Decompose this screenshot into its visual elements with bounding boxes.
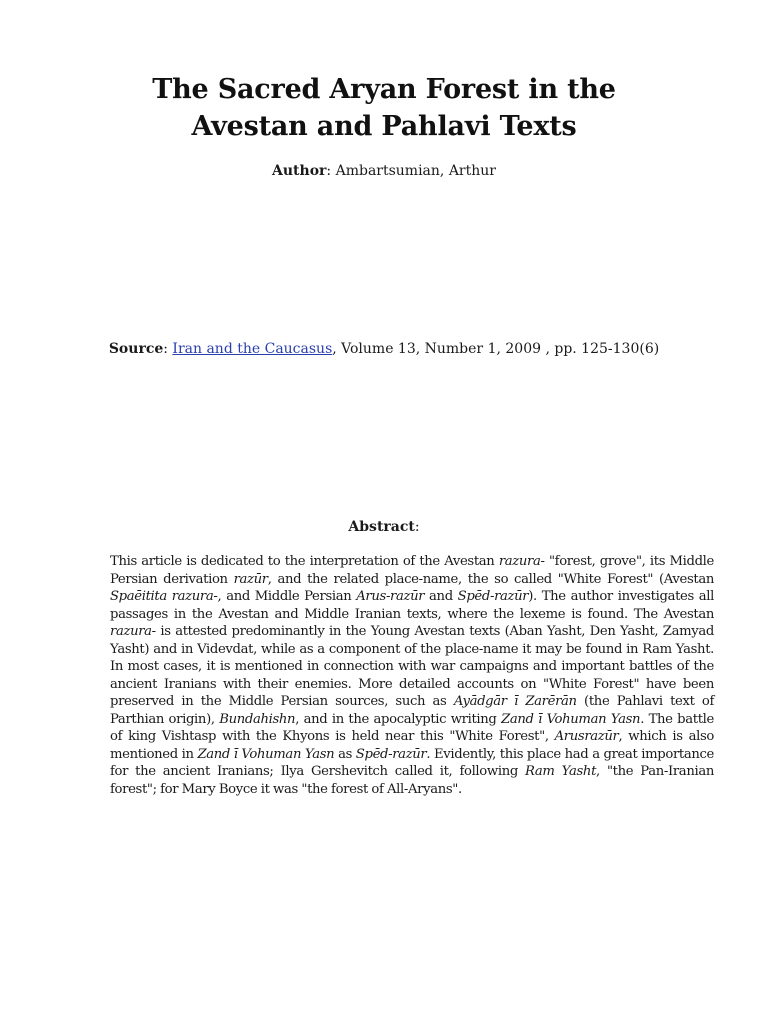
abstract-text-run: "forest, grove", its Middle Persian derivation [110,554,714,587]
author-label: Author [272,163,327,179]
abstract-text-run: This article is dedicated to the interpretation of the Avestan [110,554,499,569]
abstract-term: razura- [498,554,545,569]
abstract-text-run: , and in the apocalyptic writing [295,711,502,727]
title-line-2: Avestan and Pahlavi Texts [191,111,577,142]
author-line [0,161,768,181]
abstract-heading-label: Abstract [348,519,415,535]
abstract-text-run: as [334,746,356,762]
author-separator: : [326,163,336,179]
abstract-text [110,553,714,798]
author-name: Ambartsumian, Arthur [335,163,496,179]
abstract-term: Spēd-razūr [457,589,529,604]
abstract-term: Spēd-razūr [355,746,427,762]
abstract-term: Bundahishn [219,711,296,727]
abstract-term: Ayādgār ī Zarērān [453,694,577,709]
abstract-heading-colon: : [414,519,420,535]
source-line [0,339,768,359]
abstract-text-run: , and Middle Persian [217,589,357,604]
journal-link[interactable]: Iran and the Caucasus [172,341,333,357]
abstract-term: razura- [110,624,156,639]
source-details: , Volume 13, Number 1, 2009 , pp. 125-130(6) [332,341,660,357]
abstract-term: Spaēitita razura- [110,589,218,604]
source-separator: : [163,341,173,357]
abstract-text-run: . The battle of king Vishtasp with the Khyons is held near this "White Forest", [110,711,714,744]
abstract-text-run: ). The author investigates all passages in the Avestan and Middle Iranian texts, where the lexeme is found. The Avestan [110,589,715,622]
abstract-term: razūr [233,571,268,587]
abstract-term: Zand ī Vohuman Yasn [197,746,335,762]
abstract-text-run: . Evidently, this place had a great importance for the ancient Iranians; Ilya Gershevitch called it, following [110,746,714,779]
abstract-term: Arusrazūr [554,729,619,744]
abstract-text-run: , "the Pan-Iranian forest"; for Mary Boyce it was "the forest of All-Aryans". [110,764,714,797]
abstract-heading [0,517,768,537]
abstract-text-run: , which is also mentioned in [110,729,714,762]
abstract-text-run: , and the related place-name, the so called "White Forest" (Avestan [267,571,715,587]
abstract-term: Zand ī Vohuman Yasn [501,711,641,727]
title-line-1: The Sacred Aryan Forest in the [152,74,616,105]
source-label: Source [108,341,164,357]
page-title [0,71,768,145]
abstract-text-run: is attested predominantly in the Young Avestan texts (Aban Yasht, Den Yasht, Zamyad Yasht) and in Videvdat, while as a component of the place-name it may be found in Ram Yasht. In most cases, it is mentioned in connection with war campaigns and important battles of the ancient Iranians with their enemies. More detailed accounts on "White Forest" have been preserved in the Middle Persian sources, such as [110,624,714,709]
abstract-text-run: and [424,589,458,604]
abstract-term: Arus-razūr [356,589,425,604]
abstract-term: Ram Yasht [525,764,597,779]
abstract-text-run: (the Pahlavi text of Parthian origin), [110,694,715,727]
